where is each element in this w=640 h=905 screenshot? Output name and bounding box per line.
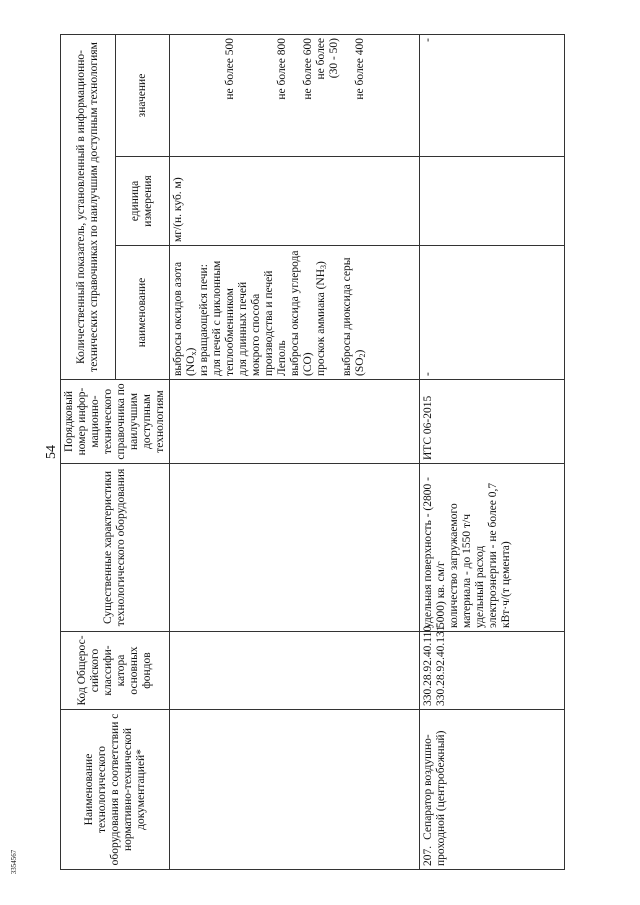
emission-name-text: проскок аммиака (NH <box>315 268 327 376</box>
okof-code: 330.28.92.40.131 <box>435 625 447 706</box>
cell-emission-names <box>170 246 420 380</box>
emission-name-text: из вращающейся печи: <box>198 264 210 376</box>
page-number: 54 <box>44 445 59 459</box>
emission-suffix: ) <box>185 347 197 352</box>
cell-empty <box>170 710 420 870</box>
characteristics-text: удельная поверхность - (2800 - 5000) кв. см/г количество загружаемого материала - до 1550 т/ч удельный расход электроэнергии - не более 0,7 кВт·ч/(т цемента) <box>422 477 512 628</box>
table-row <box>420 34 565 869</box>
row-number: 207. <box>422 845 434 866</box>
cell-characteristics <box>420 464 565 632</box>
emission-value <box>172 38 198 153</box>
emission-name <box>172 249 198 376</box>
emission-suffix: ) <box>354 349 366 354</box>
emission-subscript: x <box>189 351 198 356</box>
emission-value: не более 400 <box>354 37 366 100</box>
emission-value <box>198 38 211 153</box>
okof-code: 330.28.92.40.110 <box>422 625 434 706</box>
emission-name <box>289 249 315 376</box>
emission-name <box>341 249 367 376</box>
equipment-table <box>60 34 565 870</box>
header-indicator-unit: единица измерения <box>115 157 170 246</box>
emission-name-text: для печей с циклонным теплообменником <box>211 260 236 376</box>
cell-okof-code <box>420 625 565 710</box>
rotated-table-container <box>60 35 600 870</box>
table-row-continuation <box>170 34 420 869</box>
emission-value: не более (30 - 50) <box>315 37 340 80</box>
emission-suffix: ) <box>315 261 327 265</box>
header-reference-number: Порядковый номер инфор-мационно-технического справочника по наилучшим доступным технологиям <box>61 380 170 464</box>
emission-subscript: 2 <box>358 353 367 358</box>
header-equipment-name: Наименование технологического оборудования в соответствии с нормативно-технической документацией* <box>61 710 170 870</box>
cell-unit: мг/(н. куб. м) <box>170 157 420 246</box>
header-indicator-group: Количественный показатель, установленный в информационно-технических справочниках по наилучшим доступным технологиям <box>61 34 116 379</box>
cell-empty <box>170 632 420 710</box>
emission-subscript: 3 <box>319 264 328 269</box>
emission-name <box>211 249 237 376</box>
equipment-name: Сепаратор воздушно-проходной (центробежный) <box>422 730 447 866</box>
emission-value-list <box>172 38 367 153</box>
header-indicator-name: наименование <box>115 246 170 380</box>
cell-emission-values <box>170 34 420 156</box>
header-characteristics: Существенные характеристики технологического оборудования <box>61 464 170 632</box>
cell-empty <box>170 380 420 464</box>
emission-name-text: выбросы диоксида серы (SO <box>341 257 366 376</box>
emission-name-text: для длинных печей мокрого способа производства и печей Леполь <box>237 270 288 376</box>
cell-reference: ИТС 06-2015 <box>420 380 565 464</box>
emission-name-text: выбросы оксида углерода (CO) <box>289 250 314 376</box>
cell-indicator-name: - <box>420 246 565 380</box>
emission-name <box>237 249 289 376</box>
emission-name <box>315 249 341 376</box>
emission-value: не более 800 <box>276 37 288 100</box>
emission-name-list <box>172 249 367 376</box>
cell-empty <box>170 464 420 632</box>
emission-value: не более 500 <box>224 37 236 100</box>
cell-indicator-unit <box>420 157 565 246</box>
document-code: 3354567 <box>10 849 18 875</box>
cell-equipment-name <box>420 710 565 870</box>
header-indicator-value: значение <box>115 34 170 156</box>
cell-indicator-value: - <box>420 34 565 156</box>
emission-value: не более 600 <box>302 37 314 100</box>
emission-name-text: выбросы оксидов азота (NO <box>172 261 197 376</box>
emission-name <box>198 249 211 376</box>
header-okof-code: Код Общерос-сийского классифи-катора основных фондов <box>61 632 170 710</box>
